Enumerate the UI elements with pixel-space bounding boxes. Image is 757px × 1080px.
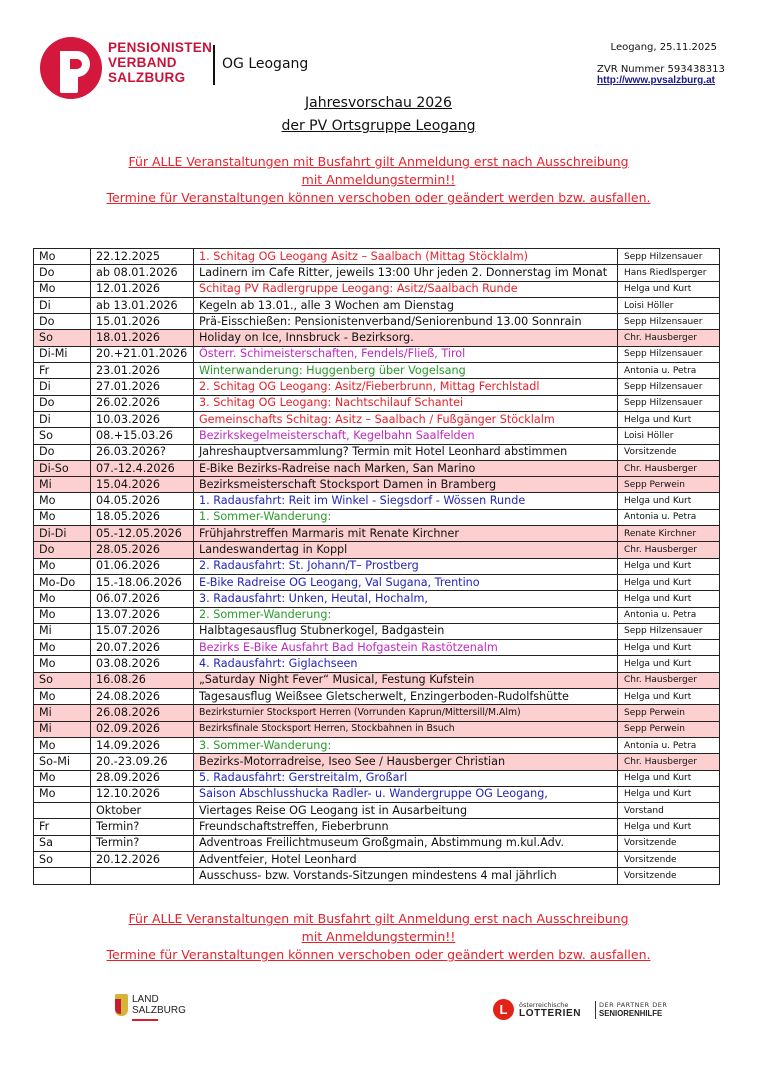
event-description-cell: Schitag PV Radlergruppe Leogang: Asitz/Saalbach Runde: [194, 281, 618, 297]
event-day-cell: Di: [34, 379, 91, 395]
event-contact-cell: Chr. Hausberger: [618, 460, 720, 476]
event-row: [34, 786, 720, 802]
event-date-cell: Termin?: [91, 819, 194, 835]
event-row: [34, 721, 720, 737]
event-description-cell: „Saturday Night Fever“ Musical, Festung Kufstein: [194, 672, 618, 688]
event-contact-cell: Helga und Kurt: [618, 574, 720, 590]
event-contact-cell: Loisi Höller: [618, 428, 720, 444]
event-contact-cell: Helga und Kurt: [618, 640, 720, 656]
event-contact-cell: Helga und Kurt: [618, 558, 720, 574]
event-row: [34, 363, 720, 379]
event-description-cell: Jahreshauptversammlung? Termin mit Hotel Leonhard abstimmen: [194, 444, 618, 460]
land-logo-underline: [132, 1019, 158, 1021]
event-row: [34, 705, 720, 721]
event-date-cell: 18.01.2026: [91, 330, 194, 346]
notice-line1: Für ALLE Veranstaltungen mit Busfahrt gilt Anmeldung erst nach Ausschreibung: [128, 911, 629, 926]
event-day-cell: Mo: [34, 607, 91, 623]
event-row: [34, 689, 720, 705]
event-date-cell: 16.08.26: [91, 672, 194, 688]
registration-notice-bottom: [0, 910, 757, 964]
event-row: [34, 558, 720, 574]
event-row: [34, 640, 720, 656]
notice-line2: mit Anmeldungstermin!!: [301, 929, 456, 944]
event-description-cell: Saison Abschlusshucka Radler- u. Wandergruppe OG Leogang,: [194, 786, 618, 802]
partner-name: SENIORENHILFE: [599, 1009, 663, 1018]
events-table: [33, 248, 720, 885]
event-date-cell: 27.01.2026: [91, 379, 194, 395]
event-day-cell: Do: [34, 444, 91, 460]
event-date-cell: Termin?: [91, 835, 194, 851]
event-day-cell: Mo: [34, 249, 91, 265]
org-name-line3: SALZBURG: [108, 70, 186, 85]
event-contact-cell: Vorsitzende: [618, 835, 720, 851]
notice-line3: Termine für Veranstaltungen können verschoben oder geändert werden bzw. ausfallen.: [106, 947, 651, 962]
event-row: [34, 623, 720, 639]
event-date-cell: 15.07.2026: [91, 623, 194, 639]
event-date-cell: 20.-23.09.26: [91, 754, 194, 770]
event-day-cell: Do: [34, 314, 91, 330]
event-date-cell: 01.06.2026: [91, 558, 194, 574]
event-day-cell: [34, 803, 91, 819]
event-day-cell: Mo: [34, 509, 91, 525]
event-date-cell: 14.09.2026: [91, 737, 194, 753]
event-contact-cell: Helga und Kurt: [618, 770, 720, 786]
event-description-cell: Adventroas Freilichtmuseum Großgmain, Abstimmung m.kul.Adv.: [194, 835, 618, 851]
header-divider: [213, 45, 215, 85]
notice-line3: Termine für Veranstaltungen können verschoben oder geändert werden bzw. ausfallen.: [106, 190, 651, 205]
event-day-cell: [34, 868, 91, 884]
event-row: [34, 656, 720, 672]
pv-logo-icon: [40, 37, 102, 99]
event-row: [34, 477, 720, 493]
event-date-cell: [91, 868, 194, 884]
event-description-cell: Tagesausflug Weißsee Gletscherwelt, Enzingerboden-Rudolfshütte: [194, 689, 618, 705]
event-contact-cell: Renate Kirchner: [618, 526, 720, 542]
event-day-cell: Di-So: [34, 460, 91, 476]
event-contact-cell: Sepp Perwein: [618, 721, 720, 737]
event-day-cell: So: [34, 330, 91, 346]
event-contact-cell: Vorsitzende: [618, 444, 720, 460]
event-date-cell: 13.07.2026: [91, 607, 194, 623]
event-day-cell: Mo: [34, 640, 91, 656]
event-day-cell: Mo: [34, 656, 91, 672]
land-line2: SALZBURG: [132, 1005, 186, 1016]
event-row: [34, 297, 720, 313]
event-day-cell: Mi: [34, 477, 91, 493]
event-day-cell: Mi: [34, 623, 91, 639]
event-date-cell: 06.07.2026: [91, 591, 194, 607]
event-date-cell: 02.09.2026: [91, 721, 194, 737]
event-description-cell: 1. Sommer-Wanderung:: [194, 509, 618, 525]
event-day-cell: Mo: [34, 591, 91, 607]
event-row: [34, 591, 720, 607]
event-description-cell: Bezirkskegelmeisterschaft, Kegelbahn Saalfelden: [194, 428, 618, 444]
event-description-cell: Viertages Reise OG Leogang ist in Ausarbeitung: [194, 803, 618, 819]
event-description-cell: 2. Radausfahrt: St. Johann/T– Prostberg: [194, 558, 618, 574]
event-row: [34, 509, 720, 525]
event-description-cell: 5. Radausfahrt: Gerstreitalm, Großarl: [194, 770, 618, 786]
event-day-cell: Di: [34, 297, 91, 313]
event-contact-cell: Antonia u. Petra: [618, 737, 720, 753]
salzburg-crest-icon: [115, 994, 128, 1016]
event-row: [34, 281, 720, 297]
event-date-cell: Oktober: [91, 803, 194, 819]
event-contact-cell: Helga und Kurt: [618, 591, 720, 607]
event-contact-cell: Loisi Höller: [618, 297, 720, 313]
event-contact-cell: Helga und Kurt: [618, 656, 720, 672]
event-day-cell: Sa: [34, 835, 91, 851]
event-date-cell: 10.03.2026: [91, 411, 194, 427]
event-day-cell: Di-Di: [34, 526, 91, 542]
event-row: [34, 314, 720, 330]
event-contact-cell: Helga und Kurt: [618, 411, 720, 427]
event-date-cell: 28.05.2026: [91, 542, 194, 558]
lotterien-divider: [595, 1001, 596, 1019]
event-contact-cell: Sepp Hilzensauer: [618, 249, 720, 265]
event-description-cell: Bezirksmeisterschaft Stocksport Damen in Bramberg: [194, 477, 618, 493]
lotterien-logo-icon: L: [493, 999, 514, 1020]
event-date-cell: 12.10.2026: [91, 786, 194, 802]
event-contact-cell: Sepp Perwein: [618, 705, 720, 721]
event-day-cell: Di-Mi: [34, 346, 91, 362]
event-contact-cell: Sepp Hilzensauer: [618, 379, 720, 395]
event-description-cell: 1. Schitag OG Leogang Asitz – Saalbach (Mittag Stöcklalm): [194, 249, 618, 265]
event-date-cell: 12.01.2026: [91, 281, 194, 297]
event-row: [34, 754, 720, 770]
event-description-cell: Landeswandertag in Koppl: [194, 542, 618, 558]
event-description-cell: Bezirksfinale Stocksport Herren, Stockbahnen in Bsuch: [194, 721, 618, 737]
event-contact-cell: Sepp Hilzensauer: [618, 395, 720, 411]
event-day-cell: Mi: [34, 721, 91, 737]
event-row: [34, 265, 720, 281]
event-contact-cell: Helga und Kurt: [618, 786, 720, 802]
event-day-cell: Do: [34, 395, 91, 411]
event-date-cell: 24.08.2026: [91, 689, 194, 705]
event-description-cell: Winterwanderung: Huggenberg über Vogelsang: [194, 363, 618, 379]
event-date-cell: 18.05.2026: [91, 509, 194, 525]
notice-line1: Für ALLE Veranstaltungen mit Busfahrt gilt Anmeldung erst nach Ausschreibung: [128, 154, 629, 169]
event-day-cell: Mo: [34, 770, 91, 786]
event-date-cell: 15.-18.06.2026: [91, 574, 194, 590]
event-description-cell: 2. Schitag OG Leogang: Asitz/Fieberbrunn, Mittag Ferchlstadl: [194, 379, 618, 395]
event-day-cell: Do: [34, 265, 91, 281]
event-description-cell: Prä-Eisschießen: Pensionistenverband/Seniorenbund 13.00 Sonnrain: [194, 314, 618, 330]
event-date-cell: 04.05.2026: [91, 493, 194, 509]
notice-line2: mit Anmeldungstermin!!: [301, 172, 456, 187]
event-day-cell: Fr: [34, 819, 91, 835]
event-contact-cell: Antonia u. Petra: [618, 509, 720, 525]
land-line1: LAND: [132, 994, 159, 1005]
event-day-cell: Mo: [34, 281, 91, 297]
event-date-cell: 15.01.2026: [91, 314, 194, 330]
zvr-number: ZVR Nummer 593438313: [597, 64, 725, 75]
event-date-cell: 26.03.2026?: [91, 444, 194, 460]
event-row: [34, 428, 720, 444]
event-date-cell: 26.08.2026: [91, 705, 194, 721]
event-contact-cell: Chr. Hausberger: [618, 672, 720, 688]
event-day-cell: So: [34, 672, 91, 688]
event-date-cell: 03.08.2026: [91, 656, 194, 672]
event-description-cell: Ladinern im Cafe Ritter, jeweils 13:00 Uhr jeden 2. Donnerstag im Monat: [194, 265, 618, 281]
event-contact-cell: Vorstand: [618, 803, 720, 819]
event-contact-cell: Antonia u. Petra: [618, 363, 720, 379]
group-name: OG Leogang: [222, 56, 309, 72]
lotterien-name: LOTTERIEN: [519, 1008, 582, 1019]
lotterien-small-text: österreichische: [519, 1001, 569, 1009]
event-contact-cell: Helga und Kurt: [618, 493, 720, 509]
event-date-cell: 07.-12.4.2026: [91, 460, 194, 476]
event-day-cell: Mo: [34, 558, 91, 574]
event-row: [34, 770, 720, 786]
event-day-cell: So-Mi: [34, 754, 91, 770]
event-date-cell: 08.+15.03.26: [91, 428, 194, 444]
event-row: [34, 526, 720, 542]
event-row: [34, 803, 720, 819]
event-date-cell: 15.04.2026: [91, 477, 194, 493]
event-contact-cell: Sepp Hilzensauer: [618, 346, 720, 362]
event-description-cell: Holiday on Ice, Innsbruck - Bezirksorg.: [194, 330, 618, 346]
page-title: Jahresvorschau 2026: [305, 95, 452, 111]
event-date-cell: 20.+21.01.2026: [91, 346, 194, 362]
event-day-cell: Mo: [34, 493, 91, 509]
event-description-cell: Österr. Schimeisterschaften, Fendels/Fließ, Tirol: [194, 346, 618, 362]
event-day-cell: Do: [34, 542, 91, 558]
event-description-cell: Halbtagesausflug Stubnerkogel, Badgastein: [194, 623, 618, 639]
event-row: [34, 672, 720, 688]
event-description-cell: 3. Sommer-Wanderung:: [194, 737, 618, 753]
event-day-cell: Mi: [34, 705, 91, 721]
event-date-cell: ab 13.01.2026: [91, 297, 194, 313]
event-contact-cell: Helga und Kurt: [618, 281, 720, 297]
event-date-cell: ab 08.01.2026: [91, 265, 194, 281]
event-contact-cell: Vorsitzende: [618, 851, 720, 867]
event-row: [34, 607, 720, 623]
org-name: [108, 40, 212, 85]
event-day-cell: Di: [34, 411, 91, 427]
event-row: [34, 460, 720, 476]
event-contact-cell: Sepp Hilzensauer: [618, 623, 720, 639]
org-name-line2: VERBAND: [108, 55, 177, 70]
event-row: [34, 395, 720, 411]
event-contact-cell: Chr. Hausberger: [618, 330, 720, 346]
event-description-cell: Kegeln ab 13.01., alle 3 Wochen am Dienstag: [194, 297, 618, 313]
event-row: [34, 249, 720, 265]
event-date-cell: 26.02.2026: [91, 395, 194, 411]
registration-notice-top: [0, 153, 757, 207]
event-row: [34, 346, 720, 362]
event-row: [34, 868, 720, 884]
event-description-cell: E-Bike Bezirks-Radreise nach Marken, San Marino: [194, 460, 618, 476]
event-day-cell: Mo-Do: [34, 574, 91, 590]
event-description-cell: Frühjahrstreffen Marmaris mit Renate Kirchner: [194, 526, 618, 542]
event-date-cell: 20.12.2026: [91, 851, 194, 867]
event-date-cell: 23.01.2026: [91, 363, 194, 379]
event-date-cell: 05.-12.05.2026: [91, 526, 194, 542]
event-row: [34, 411, 720, 427]
event-day-cell: Mo: [34, 786, 91, 802]
event-row: [34, 542, 720, 558]
event-row: [34, 737, 720, 753]
event-row: [34, 819, 720, 835]
event-contact-cell: Vorsitzende: [618, 868, 720, 884]
event-description-cell: Bezirks E-Bike Ausfahrt Bad Hofgastein Rastötzenalm: [194, 640, 618, 656]
event-contact-cell: Chr. Hausberger: [618, 754, 720, 770]
event-contact-cell: Hans Riedlsperger: [618, 265, 720, 281]
event-row: [34, 851, 720, 867]
event-contact-cell: Sepp Perwein: [618, 477, 720, 493]
event-contact-cell: Helga und Kurt: [618, 819, 720, 835]
event-description-cell: Ausschuss- bzw. Vorstands-Sitzungen mindestens 4 mal jährlich: [194, 868, 618, 884]
event-row: [34, 493, 720, 509]
event-row: [34, 835, 720, 851]
event-contact-cell: Sepp Hilzensauer: [618, 314, 720, 330]
event-description-cell: E-Bike Radreise OG Leogang, Val Sugana, Trentino: [194, 574, 618, 590]
event-day-cell: Mo: [34, 737, 91, 753]
event-day-cell: So: [34, 428, 91, 444]
event-description-cell: Bezirksturnier Stocksport Herren (Vorrunden Kaprun/Mittersill/M.Alm): [194, 705, 618, 721]
event-description-cell: 3. Radausfahrt: Unken, Heutal, Hochalm,: [194, 591, 618, 607]
event-contact-cell: Antonia u. Petra: [618, 607, 720, 623]
event-row: [34, 379, 720, 395]
event-contact-cell: Helga und Kurt: [618, 689, 720, 705]
land-salzburg-logo: [132, 994, 186, 1016]
place-date: Leogang, 25.11.2025: [610, 42, 717, 53]
event-date-cell: 22.12.2025: [91, 249, 194, 265]
event-description-cell: 2. Sommer-Wanderung:: [194, 607, 618, 623]
event-description-cell: Gemeinschafts Schitag: Asitz – Saalbach / Fußgänger Stöcklalm: [194, 411, 618, 427]
event-description-cell: Adventfeier, Hotel Leonhard: [194, 851, 618, 867]
event-description-cell: Freundschaftstreffen, Fieberbrunn: [194, 819, 618, 835]
event-row: [34, 444, 720, 460]
partner-small-text: DER PARTNER DER: [599, 1001, 668, 1009]
event-date-cell: 28.09.2026: [91, 770, 194, 786]
event-description-cell: 4. Radausfahrt: Giglachseen: [194, 656, 618, 672]
event-day-cell: Fr: [34, 363, 91, 379]
org-name-line1: PENSIONISTEN: [108, 40, 213, 55]
event-day-cell: Mo: [34, 689, 91, 705]
event-description-cell: 3. Schitag OG Leogang: Nachtschilauf Schantei: [194, 395, 618, 411]
event-description-cell: Bezirks-Motorradreise, Iseo See / Hausberger Christian: [194, 754, 618, 770]
event-day-cell: So: [34, 851, 91, 867]
event-contact-cell: Chr. Hausberger: [618, 542, 720, 558]
page-subtitle: der PV Ortsgruppe Leogang: [281, 118, 476, 134]
event-row: [34, 574, 720, 590]
website-link[interactable]: http://www.pvsalzburg.at: [597, 75, 715, 86]
event-row: [34, 330, 720, 346]
events-table-body: [34, 249, 720, 885]
event-description-cell: 1. Radausfahrt: Reit im Winkel - Siegsdorf - Wössen Runde: [194, 493, 618, 509]
event-date-cell: 20.07.2026: [91, 640, 194, 656]
